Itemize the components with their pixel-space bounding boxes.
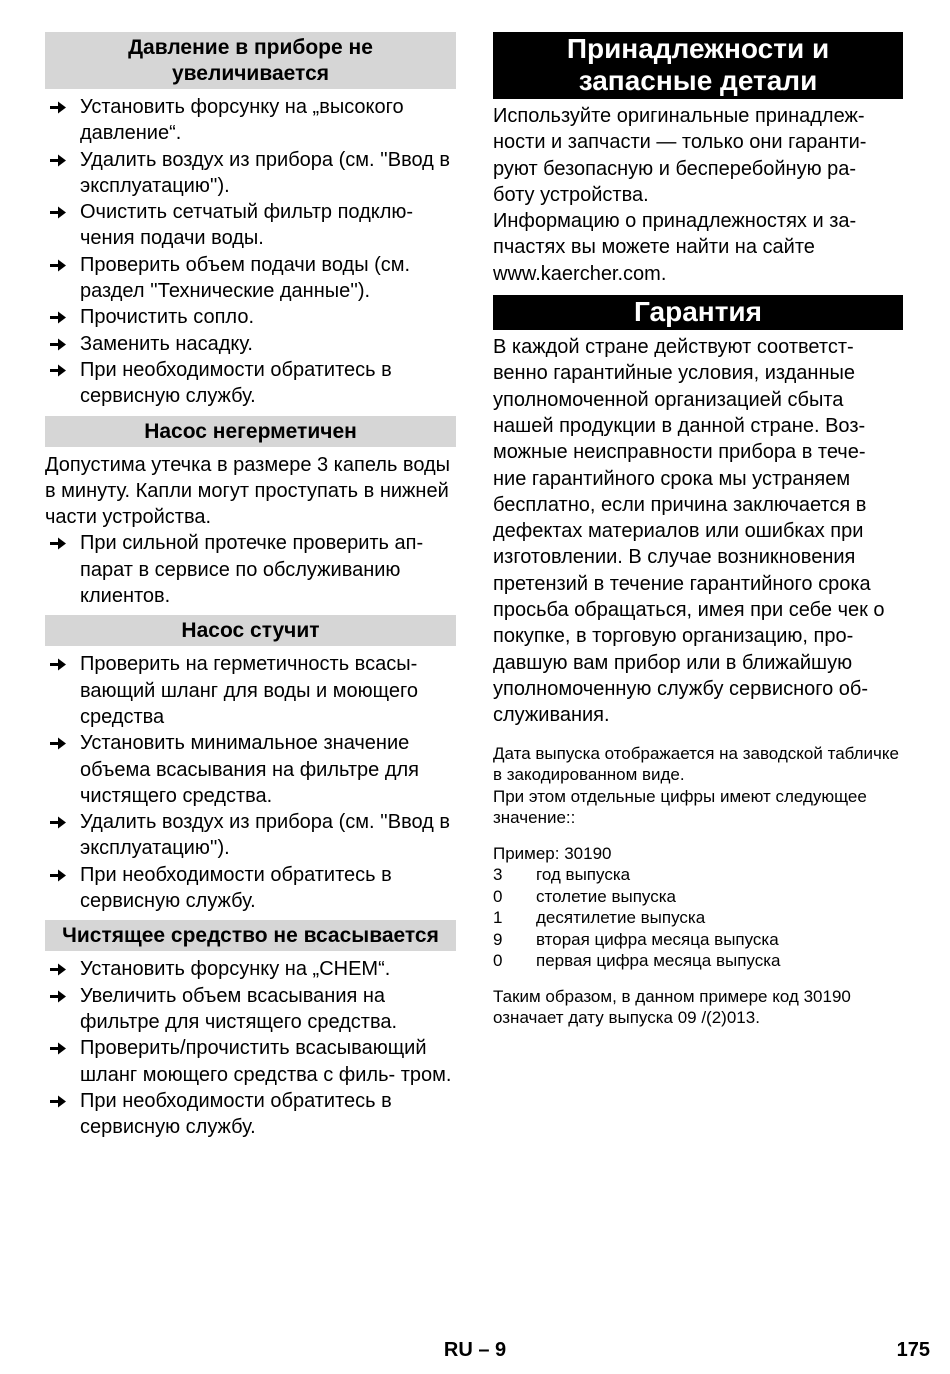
arrow-right-icon <box>49 962 67 977</box>
arrow-right-icon <box>49 153 67 168</box>
list-item <box>45 331 456 357</box>
code-meaning: вторая цифра месяца выпуска <box>536 929 779 949</box>
list-item-text: Проверить/прочистить всасывающий шланг моющего средства с филь- тром. <box>80 1037 452 1086</box>
section-heading-pump-knocks: Насос стучит <box>45 615 456 646</box>
right-column <box>493 32 903 1029</box>
date-note-intro: Дата выпуска отображается на заводской табличке в закодированном виде. <box>493 743 899 785</box>
list-item <box>45 147 456 200</box>
arrow-right-icon <box>49 310 67 325</box>
accessories-text-1: Используйте оригинальные принадлеж- ности и запчасти — только они гаранти- руют безопасную и бесперебойную ра- боту устройства. <box>493 105 867 206</box>
list-item-text: Заменить насадку. <box>80 332 253 355</box>
list-item <box>45 357 456 410</box>
bullet-list-pressure <box>45 94 456 410</box>
left-column <box>45 32 456 1140</box>
arrow-right-icon <box>49 337 67 352</box>
arrow-right-icon <box>49 989 67 1004</box>
list-item-text: При необходимости обратитесь в сервисную службу. <box>80 358 392 408</box>
accessories-text-2: Информацию о принадлежностях и за- пчастях вы можете найти на сайте www.kaercher.com. <box>493 210 857 285</box>
warranty-text: В каждой стране действуют соответст- венно гарантийные условия, изданные уполномоченной организацией сбыта нашей продукции в данной стране. Воз- можные неисправности прибора в тече- ние гарантийного срока мы устраняем бесплатно, если причина заключается в дефектах материалов или ошибках при изготовлении. В случае возникновения претензий в течение гарантийного срока просьба обращаться, имея при себе чек о покупке, в торговую организацию, про- давшую вам прибор или в ближайшую уполномоченную службу сервисного об- служивания. <box>493 336 885 727</box>
arrow-right-icon <box>49 258 67 273</box>
section-heading-pressure: Давление в приборе не увеличивается <box>45 32 456 89</box>
accessories-heading: Принадлежности и запасные детали <box>493 32 903 99</box>
list-item-text: Прочистить сопло. <box>80 306 254 329</box>
page-number: 175 <box>896 1339 930 1361</box>
date-note-conclusion: Таким образом, в данном примере код 30190 означает дату выпуска 09 /(2)013. <box>493 986 851 1028</box>
list-item <box>45 730 456 809</box>
pump-leak-text: Допустима утечка в размере 3 капель воды в минуту. Капли могут проступать в нижней части устройства. <box>45 453 451 529</box>
list-item-text: Проверить объем подачи воды (см. раздел ''Технические данные''). <box>80 253 411 303</box>
list-item-text: Удалить воздух из прибора (см. ''Ввод в эксплуатацию''). <box>80 148 451 197</box>
list-item-text: Удалить воздух из прибора (см. ''Ввод в эксплуатацию''). <box>80 811 451 860</box>
section-heading-pump-leak: Насос негерметичен <box>45 416 456 447</box>
code-meaning: год выпуска <box>536 865 631 885</box>
list-item <box>45 1035 456 1088</box>
bullet-list-pump-leak <box>45 530 456 609</box>
date-code-table <box>493 864 780 972</box>
table-row <box>493 929 780 951</box>
arrow-right-icon <box>49 1041 67 1056</box>
section-heading-detergent: Чистящее средство не всасывается <box>45 920 456 951</box>
list-item <box>45 983 456 1036</box>
date-note-intro-2: При этом отдельные цифры имеют следующее значение:: <box>493 786 867 828</box>
code-digit: 3 <box>493 865 503 885</box>
arrow-right-icon <box>49 363 67 378</box>
bullet-list-detergent <box>45 956 456 1140</box>
list-item <box>45 94 456 147</box>
arrow-right-icon <box>49 100 67 115</box>
list-item <box>45 809 456 862</box>
list-item <box>45 862 456 915</box>
code-digit: 0 <box>493 886 503 906</box>
table-row <box>493 864 780 886</box>
footer-section-label: RU – 9 <box>443 1339 507 1361</box>
code-meaning: столетие выпуска <box>536 886 676 906</box>
list-item <box>45 252 456 305</box>
list-item <box>45 530 456 609</box>
list-item-text: Очистить сетчатый фильтр подклю- чения подачи воды. <box>80 201 414 250</box>
list-item-text: Установить минимальное значение объема всасывания на фильтре для чистящего средства. <box>80 732 420 807</box>
warranty-heading: Гарантия <box>493 295 903 330</box>
list-item-text: При необходимости обратитесь в сервисную службу. <box>80 863 392 913</box>
arrow-right-icon <box>49 657 67 672</box>
arrow-right-icon <box>49 815 67 830</box>
list-item <box>45 199 456 252</box>
bullet-list-pump-knocks <box>45 651 456 914</box>
arrow-right-icon <box>49 536 67 551</box>
list-item-text: При сильной протечке проверить ап- парат в сервисе по обслуживанию клиентов. <box>80 532 424 608</box>
code-meaning: первая цифра месяца выпуска <box>536 951 781 971</box>
date-note-example: Пример: 30190 <box>493 843 612 863</box>
list-item-text: Увеличить объем всасывания на фильтре для чистящего средства. <box>80 984 398 1033</box>
list-item <box>45 651 456 730</box>
code-digit: 1 <box>493 908 503 928</box>
list-item <box>45 1088 456 1141</box>
code-digit: 0 <box>493 951 503 971</box>
list-item-text: Установить форсунку на „высокого давление“. <box>80 96 404 145</box>
arrow-right-icon <box>49 868 67 883</box>
list-item <box>45 304 456 330</box>
code-digit: 9 <box>493 929 503 949</box>
list-item <box>45 956 456 982</box>
table-row <box>493 886 780 908</box>
table-row <box>493 950 780 972</box>
code-meaning: десятилетие выпуска <box>536 908 706 928</box>
list-item-text: Установить форсунку на „CHEM“. <box>80 958 391 981</box>
arrow-right-icon <box>49 1094 67 1109</box>
arrow-right-icon <box>49 736 67 751</box>
list-item-text: Проверить на герметичность всасы- вающий шланг для воды и моющего средства <box>80 653 418 728</box>
list-item-text: При необходимости обратитесь в сервисную службу. <box>80 1089 392 1139</box>
table-row <box>493 907 780 929</box>
arrow-right-icon <box>49 205 67 220</box>
